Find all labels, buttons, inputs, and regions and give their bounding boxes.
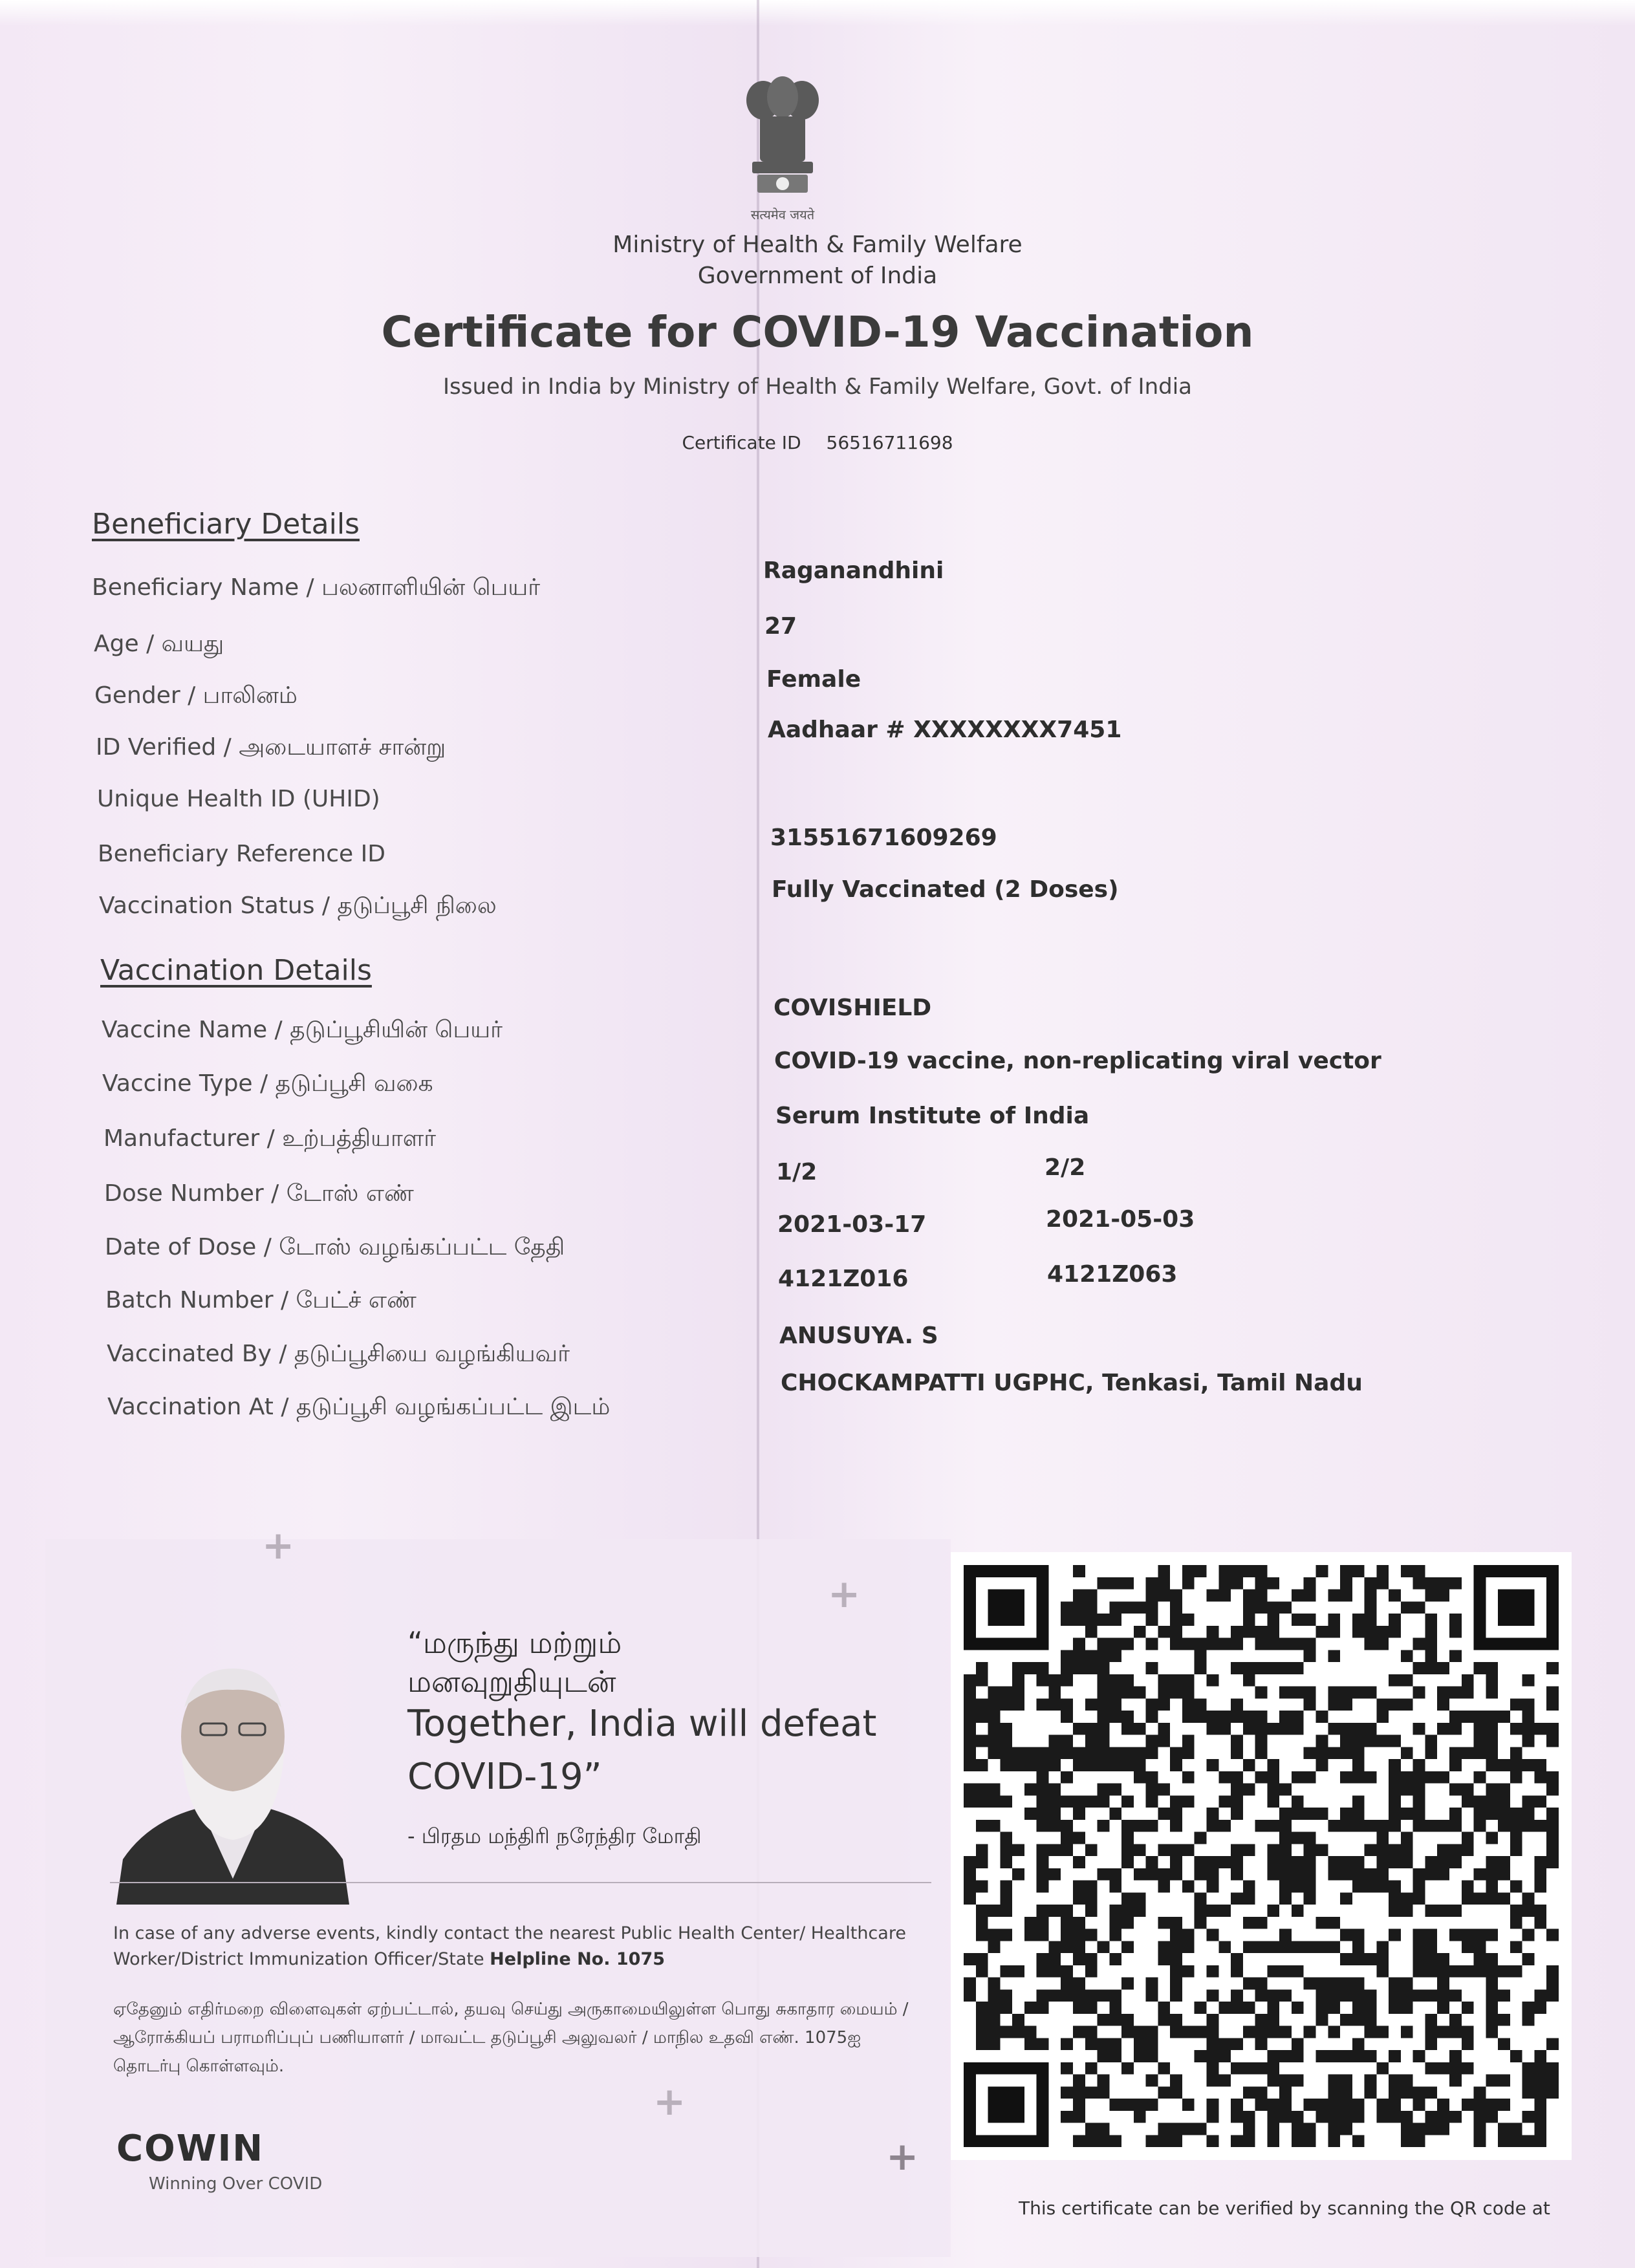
helpline-number: Helpline No. 1075	[490, 1949, 666, 1969]
plus-decoration-icon: +	[653, 2079, 686, 2124]
reference-id-label: Beneficiary Reference ID	[98, 841, 385, 867]
dose-2-batch: 4121Z063	[1047, 1261, 1178, 1288]
certificate-id-value: 56516711698	[826, 432, 953, 453]
quote-attribution: - பிரதம மந்திரி நரேந்திர மோதி	[407, 1824, 702, 1848]
manufacturer-label: Manufacturer / உற்பத்தியாளர்	[103, 1125, 437, 1152]
ministry-line-2: Government of India	[697, 263, 938, 289]
vaccinated-at-label: Vaccination At / தடுப்பூசி வழங்கப்பட்ட இடம்	[107, 1394, 611, 1420]
cowin-tagline: Winning Over COVID	[149, 2174, 323, 2194]
manufacturer-value: Serum Institute of India	[775, 1103, 1090, 1129]
adverse-events-note-tamil: ஏதேனும் எதிர்மறை விளைவுகள் ஏற்பட்டால், தயவு செய்து அருகாமையிலுள்ள பொது சுகாதார மையம் / ஆரோக்கியப் பராமரிப்புப் பணியாளர் / மாவட்ட தடுப்பூசி அலுவலர் / மாநில உதவி எண். 1075ஐ தொடர்பு கொள்ளவும்.	[113, 2000, 909, 2076]
beneficiary-section-title: Beneficiary Details	[92, 508, 360, 541]
ministry-line-1: Ministry of Health & Family Welfare	[612, 232, 1023, 258]
vaccinated-at-value: CHOCKAMPATTI UGPHC, Tenkasi, Tamil Nadu	[781, 1370, 1363, 1396]
cowin-logo: COWIN	[116, 2128, 265, 2170]
vaccination-status-value: Fully Vaccinated (2 Doses)	[772, 876, 1119, 903]
age-value: 27	[764, 613, 797, 640]
certificate-id	[0, 432, 1635, 453]
plus-decoration-icon: +	[886, 2134, 919, 2179]
beneficiary-name-label: Beneficiary Name / பலனாளியின் பெயர்	[92, 574, 541, 601]
vaccine-type-label: Vaccine Type / தடுப்பூசி வகை	[102, 1070, 433, 1097]
date-of-dose-label: Date of Dose / டோஸ் வழங்கப்பட்ட தேதி	[105, 1234, 565, 1260]
dose-2-date: 2021-05-03	[1046, 1206, 1195, 1233]
dose-1-batch: 4121Z016	[778, 1266, 909, 1292]
gender-value: Female	[766, 666, 861, 693]
vaccination-status-label: Vaccination Status / தடுப்பூசி நிலை	[99, 892, 497, 919]
ministry-name	[0, 230, 1635, 292]
qr-code	[951, 1552, 1572, 2160]
gender-label: Gender / பாலினம்	[94, 682, 298, 709]
national-emblem-icon	[734, 74, 831, 223]
dose-1-date: 2021-03-17	[777, 1211, 927, 1238]
quote-tamil-line-2: மனவுறுதியுடன்	[407, 1664, 616, 1699]
id-verified-label: ID Verified / அடையாளச் சான்று	[96, 734, 446, 761]
age-label: Age / வயது	[94, 631, 224, 657]
plus-decoration-icon: +	[828, 1571, 861, 1617]
dose-2-number: 2/2	[1045, 1154, 1086, 1181]
reference-id-value: 31551671609269	[770, 825, 997, 851]
vaccine-name-value: COVISHIELD	[774, 995, 932, 1021]
id-verified-value: Aadhaar # XXXXXXXX7451	[768, 717, 1122, 743]
verify-note: This certificate can be verified by scanning the QR code at	[1019, 2198, 1550, 2219]
divider	[110, 1882, 931, 1883]
vaccination-section-title: Vaccination Details	[100, 954, 372, 987]
issued-by: Issued in India by Ministry of Health & Family Welfare, Govt. of India	[443, 374, 1192, 400]
dose-1-number: 1/2	[776, 1159, 817, 1185]
portrait-image	[110, 1646, 356, 1905]
vaccinated-by-value: ANUSUYA. S	[779, 1323, 938, 1349]
page-title: Certificate for COVID-19 Vaccination	[381, 307, 1254, 357]
vaccinated-by-label: Vaccinated By / தடுப்பூசியை வழங்கியவர்	[107, 1341, 570, 1367]
certificate-id-label: Certificate ID	[682, 432, 801, 453]
batch-number-label: Batch Number / பேட்ச் எண்	[105, 1287, 417, 1313]
adverse-events-text: In case of any adverse events, kindly contact the nearest Public Health Center/ Healthcare Worker/District Immunization Officer/State	[113, 1923, 906, 1969]
quote-tamil-line-1: “மருந்து மற்றும்	[407, 1625, 622, 1660]
paper-edge	[0, 0, 1635, 26]
quote-tamil	[407, 1623, 622, 1701]
beneficiary-name-value: Raganandhini	[763, 557, 944, 584]
vaccine-name-label: Vaccine Name / தடுப்பூசியின் பெயர்	[102, 1017, 503, 1043]
adverse-events-note	[113, 1921, 922, 1972]
emblem-caption: सत्यमेव जयते	[750, 207, 815, 222]
vaccine-type-value: COVID-19 vaccine, non-replicating viral vector	[774, 1048, 1381, 1074]
dose-number-label: Dose Number / டோஸ் எண்	[104, 1180, 414, 1207]
plus-decoration-icon: +	[262, 1523, 295, 1568]
uhid-label: Unique Health ID (UHID)	[97, 786, 380, 812]
quote-english: Together, India will defeat COVID-19”	[407, 1703, 877, 1798]
qr-code-icon	[964, 1565, 1559, 2147]
